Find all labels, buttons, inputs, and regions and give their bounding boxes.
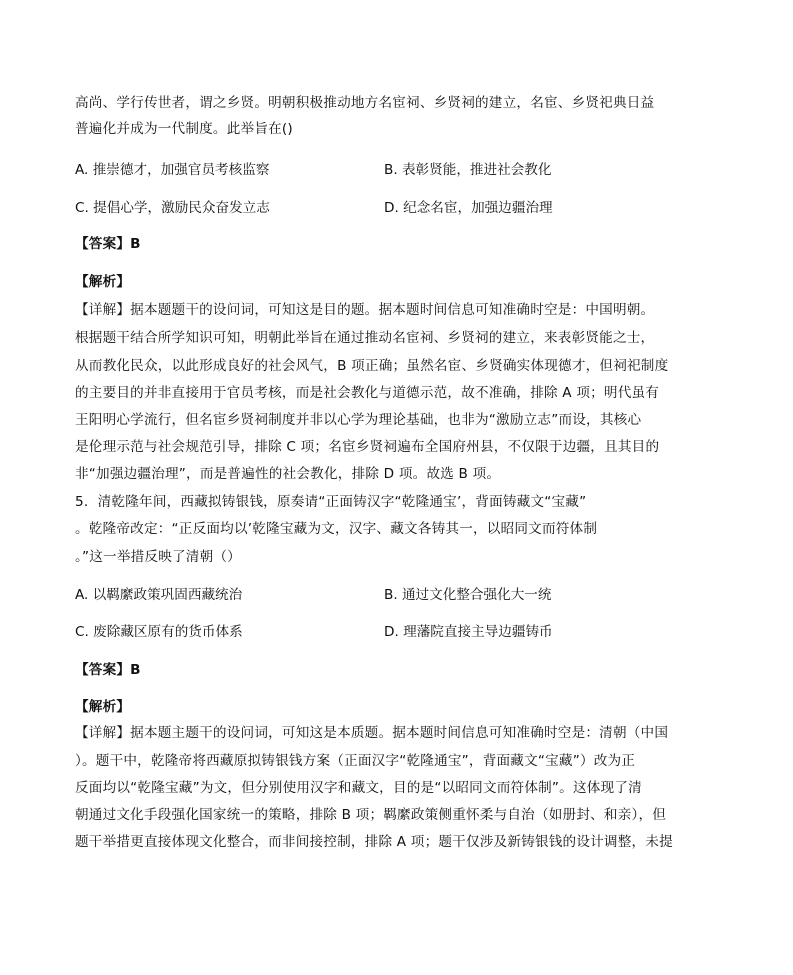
- q4-option-d: D. 纪念名宦，加强边疆治理: [384, 200, 553, 216]
- q5-option-a: A. 以羁縻政策巩固西藏统治: [75, 587, 243, 603]
- q4-option-c: C. 提倡心学，激励民众奋发立志: [75, 200, 270, 216]
- q5-analysis-line-3: 反面均以“乾隆宝藏”为文，但分别使用汉字和藏文，目的是“以昭同文而符体制”。这体现了清: [75, 780, 642, 796]
- q4-analysis-line-6: 是伦理示范与社会规范引导，排除 C 项；名宦乡贤祠遍布全国府州县，不仅限于边疆，且其目的: [75, 439, 660, 455]
- q4-stem-line-1: 高尚、学行传世者，谓之乡贤。明朝积极推动地方名宦祠、乡贤祠的建立，名宦、乡贤祀典日益: [75, 95, 655, 111]
- q5-stem-line-3: 。”这一举措反映了清朝（）: [75, 549, 241, 565]
- q4-analysis-line-1: 【详解】据本题题干的设问词，可知这是目的题。据本题时间信息可知准确时空是：中国明朝。: [75, 302, 655, 318]
- q5-option-c: C. 废除藏区原有的货币体系: [75, 624, 243, 640]
- q4-analysis-line-4: 的主要目的并非直接用于官员考核，而是社会教化与道德示范，故不准确，排除 A 项；明代虽有: [75, 385, 660, 401]
- q5-analysis-line-2: ）。题干中，乾隆帝将西藏原拟铸银钱方案（正面汉字“乾隆通宝”，背面藏文“宝藏”）改为正: [75, 753, 636, 769]
- q4-option-a: A. 推崇德才，加强官员考核监察: [75, 162, 270, 178]
- q5-option-d: D. 理藩院直接主导边疆铸币: [384, 624, 553, 640]
- q4-analysis-label: 【解析】: [75, 274, 131, 290]
- q4-analysis-line-5: 王阳明心学流行，但名宦乡贤祠制度并非以心学为理论基础，也非为“激励立志”而设，其核心: [75, 412, 642, 428]
- q4-analysis-line-2: 根据题干结合所学知识可知，明朝此举旨在通过推动名宦祠、乡贤祠的建立，来表彰贤能之士，: [75, 330, 655, 346]
- q4-analysis-line-7: 非“加强边疆治理”，而是普遍性的社会教化，排除 D 项。故选 B 项。: [75, 466, 501, 482]
- q4-option-b: B. 表彰贤能，推进社会教化: [384, 162, 552, 178]
- q5-option-b: B. 通过文化整合强化大一统: [384, 587, 552, 603]
- q5-analysis-line-1: 【详解】据本题主题干的设问词，可知这是本质题。据本题时间信息可知准确时空是：清朝（中国: [75, 725, 669, 741]
- q5-analysis-line-4: 朝通过文化手段强化国家统一的策略，排除 B 项；羁縻政策侧重怀柔与自治（如册封、和亲），但: [75, 807, 667, 823]
- q5-stem-line-1: 5．清乾隆年间，西藏拟铸银钱，原奏请“正面铸汉字“乾隆通宝’，背面铸藏文“宝藏”: [75, 494, 587, 510]
- q5-analysis-label: 【解析】: [75, 699, 131, 715]
- q4-stem-line-2: 普遍化并成为一代制度。此举旨在(): [75, 121, 293, 137]
- q5-answer: 【答案】B: [75, 662, 141, 678]
- q4-analysis-line-3: 从而教化民众，以此形成良好的社会风气，B 项正确；虽然名宦、乡贤确实体现德才，但祠祀制度: [75, 358, 669, 374]
- q5-stem-line-2: 。乾隆帝改定：“正反面均以’乾隆宝藏为文，汉字、藏文各铸其一，以昭同文而符体制: [75, 521, 598, 537]
- q5-analysis-line-5: 题干举措更直接体现文化整合，而非间接控制，排除 A 项；题干仅涉及新铸银钱的设计调整，未提: [75, 834, 673, 850]
- q4-answer: 【答案】B: [75, 236, 141, 252]
